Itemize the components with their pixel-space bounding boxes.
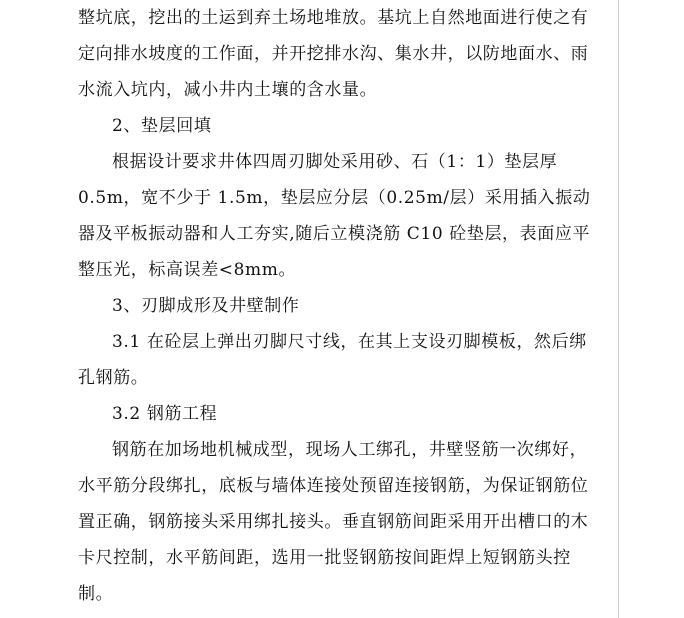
section-heading-blade-and-wall: 3、刃脚成形及井壁制作 [112, 296, 300, 316]
paragraph-cushion-backfill: 根据设计要求井体四周刃脚处采用砂、石（1：1）垫层厚 0.5m，宽不少于 1.5m，垫层应分层（0.25m/层）采用插入振动器及平板振动器和人工夯实,随后立模浇筋 C10 砼垫层，表面应平整压光，标高误差<8mm。 [78, 152, 591, 280]
section-heading-cushion-backfill: 2、垫层回填 [112, 116, 212, 136]
document-body [78, 0, 598, 612]
paragraph-blade-formwork: 3.1 在砼层上弹出刃脚尺寸线，在其上支设刃脚模板，然后绑孔钢筋。 [78, 332, 587, 388]
page-margin-line [618, 0, 619, 618]
paragraph-excavation-continued: 整坑底，挖出的土运到弃土场地堆放。基坑上自然地面进行使之有定向排水坡度的工作面，并开挖排水沟、集水井，以防地面水、雨水流入坑内，减小井内土壤的含水量。 [78, 8, 589, 100]
section-heading-reinforcement: 3.2 钢筋工程 [112, 404, 218, 424]
paragraph-reinforcement: 钢筋在加场地机械成型，现场人工绑孔，井壁竖筋一次绑好，水平筋分段绑扎，底板与墙体连接处预留连接钢筋，为保证钢筋位置正确，钢筋接头采用绑扎接头。垂直钢筋间距采用开出槽口的木卡尺控制，水平筋间距，选用一批竖钢筋按间距焊上短钢筋头控制。 [78, 440, 589, 604]
